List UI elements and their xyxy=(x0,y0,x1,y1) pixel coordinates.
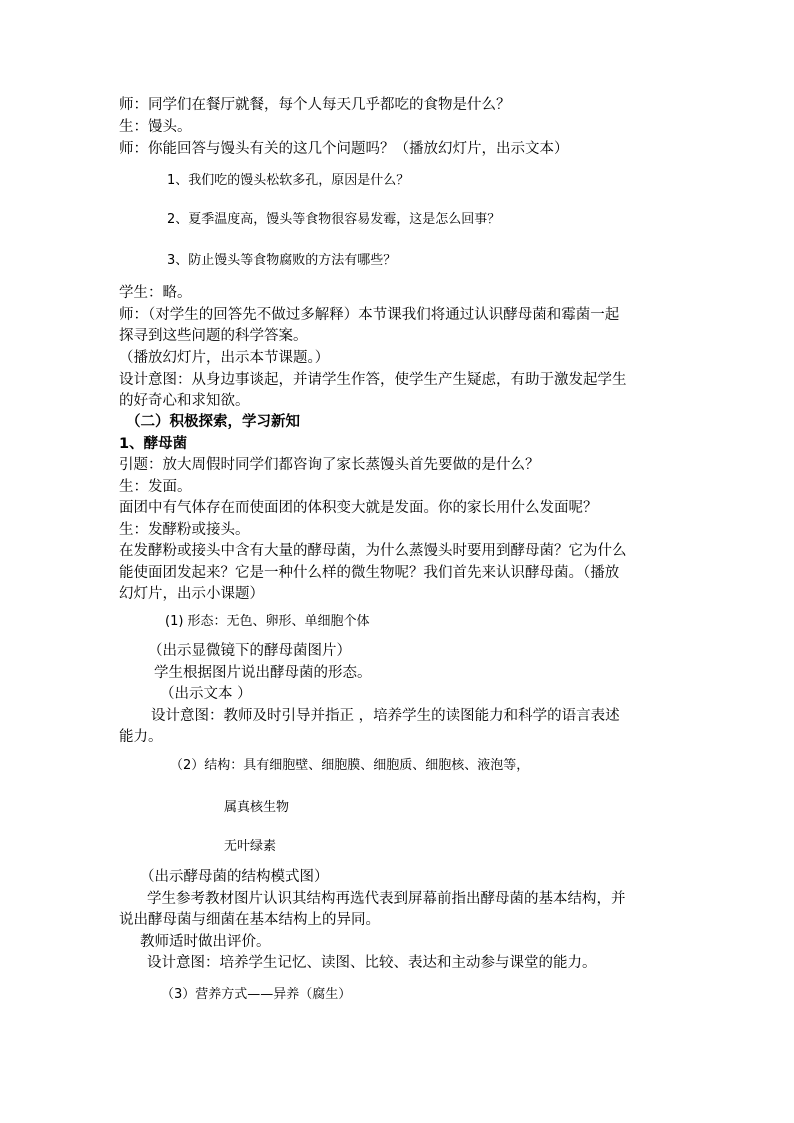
point-item: (1) 形态：无色、卵形、单细胞个体 xyxy=(165,614,370,629)
text-line: 设计意图：从身边事谈起，并请学生作答，使学生产生疑虑，有助于激发起学生 xyxy=(119,372,627,388)
text-line: 能力。 xyxy=(119,729,163,745)
text-line: 探寻到这些问题的科学答案。 xyxy=(119,328,308,344)
text-line: 学生：略。 xyxy=(119,285,192,301)
text-line: 在发酵粉或接头中含有大量的酵母菌，为什么蒸馒头时要用到酵母菌？它为什么 xyxy=(119,543,627,559)
section-heading: （二）积极探索，学习新知 xyxy=(126,414,300,430)
text-line: 生：馒头。 xyxy=(119,119,192,135)
text-line: 教师适时做出评价。 xyxy=(140,934,271,950)
text-line: 师：同学们在餐厅就餐，每个人每天几乎都吃的食物是什么？ xyxy=(119,97,511,113)
point-item: 无叶绿素 xyxy=(224,839,277,854)
text-line: 幻灯片，出示小课题） xyxy=(119,586,264,602)
point-item: （2）结构：具有细胞壁、细胞膜、细胞质、细胞核、液泡等， xyxy=(170,758,530,773)
text-line: 生：发面。 xyxy=(119,479,192,495)
text-line: （播放幻灯片，出示本节课题。） xyxy=(119,350,330,366)
text-line: （出示显微镜下的酵母菌图片） xyxy=(148,643,351,659)
text-line: 面团中有气体存在而使面团的体积变大就是发面。你的家长用什么发面呢？ xyxy=(119,500,598,516)
text-line: 说出酵母菌与细菌在基本结构上的异同。 xyxy=(119,912,380,928)
text-line: （出示文本 ） xyxy=(160,686,252,702)
text-line: 师：（对学生的回答先不做过多解释）本节课我们将通过认识酵母菌和霉菌一起 xyxy=(119,307,620,323)
question-item: 2、夏季温度高，馒头等食物很容易发霉，这是怎么回事？ xyxy=(167,212,501,227)
text-line: 能使面团发起来？它是一种什么样的微生物呢？我们首先来认识酵母菌。（播放 xyxy=(119,565,620,581)
text-line: 的好奇心和求知欲。 xyxy=(119,393,250,409)
text-line: 学生根据图片说出酵母菌的形态。 xyxy=(154,665,372,681)
question-item: 3、防止馒头等食物腐败的方法有哪些？ xyxy=(167,253,397,268)
question-item: 1、我们吃的馒头松软多孔，原因是什么？ xyxy=(167,173,410,188)
text-line: 设计意图：培养学生记忆、读图、比较、表达和主动参与课堂的能力。 xyxy=(147,955,597,971)
point-item: 属真核生物 xyxy=(224,800,290,815)
text-line: 设计意图：教师及时引导并指正 ，培养学生的读图能力和科学的语言表述 xyxy=(151,708,620,724)
text-line: （出示酵母菌的结构模式图） xyxy=(140,869,329,885)
subsection-heading: 1、酵母菌 xyxy=(119,436,188,452)
text-line: 学生参考教材图片认识其结构再选代表到屏幕前指出酵母菌的基本结构，并 xyxy=(147,891,626,907)
text-line: 引题：放大周假时同学们都咨询了家长蒸馒头首先要做的是什么？ xyxy=(119,457,540,473)
text-line: 生：发酵粉或接头。 xyxy=(119,522,250,538)
text-line: 师：你能回答与馒头有关的这几个问题吗？（播放幻灯片，出示文本） xyxy=(119,141,569,157)
point-item: （3）营养方式——异养（腐生） xyxy=(161,987,352,1002)
